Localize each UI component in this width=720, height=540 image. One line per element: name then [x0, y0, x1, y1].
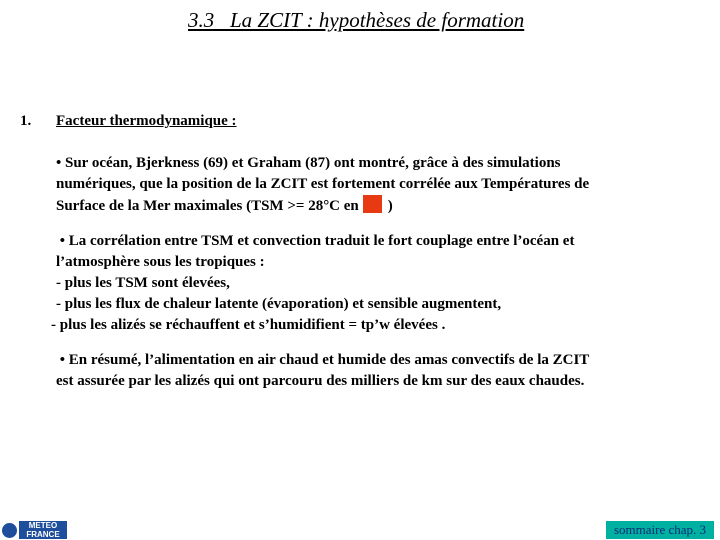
- paragraph-line: • La corrélation entre TSM et convection traduit le fort couplage entre l’océan et: [56, 233, 575, 249]
- logo-text: [19, 521, 67, 539]
- section-heading: Facteur thermodynamique :: [56, 113, 237, 129]
- globe-icon: [2, 523, 17, 538]
- paragraph-line-text: Surface de la Mer maximales (TSM >= 28°C en: [56, 198, 359, 214]
- paragraph-line: • Sur océan, Bjerkness (69) et Graham (87) ont montré, grâce à des simulations: [56, 155, 561, 171]
- warm-color-swatch: [363, 195, 382, 213]
- paragraph-summary: [56, 350, 706, 392]
- paragraph-line: l’atmosphère sous les tropiques :: [56, 254, 265, 270]
- paragraph-line: - plus les TSM sont élevées,: [56, 275, 230, 291]
- slide-title: 3.3 La ZCIT : hypothèses de formation: [188, 8, 525, 32]
- logo-line: FRANCE: [26, 530, 60, 539]
- paragraph-line-text: ): [387, 198, 393, 214]
- meteo-france-logo: [0, 520, 68, 540]
- section-number: 1.: [20, 113, 32, 129]
- paragraph-correlation: [51, 231, 706, 336]
- paragraph-simulations: [56, 153, 706, 217]
- summary-chapter-link[interactable]: sommaire chap. 3: [606, 521, 714, 539]
- paragraph-line: [56, 195, 706, 217]
- paragraph-line: • En résumé, l’alimentation en air chaud et humide des amas convectifs de la ZCIT: [56, 352, 590, 368]
- paragraph-line: est assurée par les alizés qui ont parcouru des milliers de km sur des eaux chaudes.: [56, 373, 585, 389]
- paragraph-line: - plus les alizés se réchauffent et s’humidifient = tp’w élevées .: [51, 317, 446, 333]
- logo-line: METEO: [28, 521, 58, 530]
- paragraph-line: - plus les flux de chaleur latente (évaporation) et sensible augmentent,: [56, 296, 502, 312]
- paragraph-line: numériques, que la position de la ZCIT est fortement corrélée aux Températures de: [56, 176, 590, 192]
